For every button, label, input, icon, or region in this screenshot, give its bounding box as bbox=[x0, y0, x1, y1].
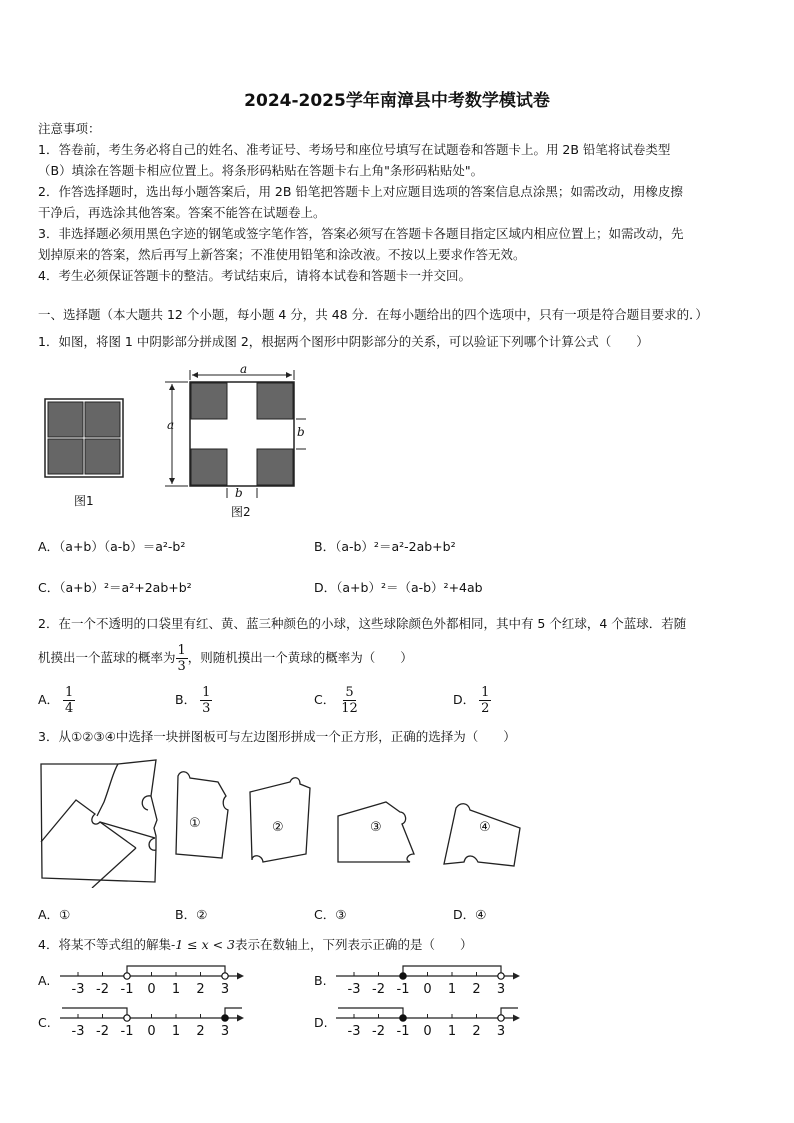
q2-stem-line2 bbox=[38, 641, 413, 675]
q1-stem: 1．如图，将图 1 中阴影部分拼成图 2，根据两个图形中阴影部分的关系，可以验证下列哪个计算公式（ ） bbox=[38, 334, 649, 349]
q3-option-c: C．③ bbox=[314, 907, 347, 922]
tick-label: -2 bbox=[96, 982, 109, 997]
q3-option-b: B．② bbox=[175, 907, 208, 922]
tick-label: 3 bbox=[220, 1024, 230, 1039]
piece-3-label: ③ bbox=[370, 820, 382, 835]
endpoint-right bbox=[498, 1015, 504, 1021]
endpoint-right bbox=[222, 973, 228, 979]
q2-stem-line1: 2．在一个不透明的口袋里有红、黄、蓝三种颜色的小球，这些球除颜色外都相同，其中有 5 个红球，4 个蓝球．若随 bbox=[38, 616, 687, 631]
notes-line: 干净后，再选涂其他答案。答案不能答在试题卷上。 bbox=[38, 205, 326, 220]
q1-option-c: C．（a+b）²＝a²+2ab+b² bbox=[38, 580, 192, 595]
axis-arrow bbox=[237, 973, 244, 980]
figure-1 bbox=[45, 399, 123, 477]
piece-2-label: ② bbox=[272, 820, 284, 835]
tick-label: -1 bbox=[120, 982, 134, 997]
q4-option-b-label: B. bbox=[314, 973, 327, 988]
axis-arrow bbox=[237, 1015, 244, 1022]
notes-line: 2．作答选择题时，选出每小题答案后，用 2B 铅笔把答题卡上对应题目选项的答案信息点涂黑；如需改动，用橡皮擦 bbox=[38, 184, 683, 199]
q4-inequality: -1 ≤ x < 3 bbox=[170, 937, 235, 952]
dimension-label-b: b bbox=[235, 486, 243, 500]
dimension-label-a: a bbox=[240, 362, 248, 376]
q2-option-a: A． $\frac{1}{4}$ bbox=[38, 685, 74, 716]
figure-1-label: 图1 bbox=[74, 494, 94, 508]
notes-line: 4．考生必须保证答题卡的整洁。考试结束后，请将本试卷和答题卡一并交回。 bbox=[38, 268, 471, 283]
tick-label: 2 bbox=[472, 1024, 481, 1039]
notes-line: （B）填涂在答题卡相应位置上。将条形码粘贴在答题卡右上角"条形码粘贴处"。 bbox=[38, 163, 484, 178]
q4-stem bbox=[38, 935, 473, 954]
q2-option-d: D． $\frac{1}{2}$ bbox=[453, 685, 490, 716]
piece-1-label: ① bbox=[189, 816, 201, 831]
axis-arrow bbox=[513, 973, 520, 980]
section-heading: 一、选择题（本大题共 12 个小题，每小题 4 分，共 48 分．在每小题给出的四个选项中，只有一项是符合题目要求的．） bbox=[38, 307, 708, 322]
endpoint-left bbox=[400, 1015, 406, 1021]
q3-stem: 3．从①②③④中选择一块拼图板可与左边图形拼成一个正方形，正确的选择为（ ） bbox=[38, 729, 516, 744]
q1-option-b: B．（a-b）²＝a²-2ab+b² bbox=[314, 539, 456, 554]
tick-label: 0 bbox=[423, 982, 432, 997]
tick-label: 1 bbox=[171, 1024, 181, 1039]
q2-option-c: C． $\frac{5}{12}$ bbox=[314, 685, 358, 716]
tick-label: -1 bbox=[396, 1024, 410, 1039]
endpoint-left bbox=[124, 973, 130, 979]
tick-label: -2 bbox=[372, 982, 385, 997]
notes-line: 3．非选择题必须用黑色字迹的钢笔或签字笔作答，答案必须写在答题卡各题目指定区域内相应位置上；如需改动，先 bbox=[38, 226, 684, 241]
q1-option-d: D．（a+b）²＝（a-b）²+4ab bbox=[314, 580, 483, 595]
page-title: 2024-2025学年南漳县中考数学模试卷 bbox=[244, 91, 550, 111]
notes-line: 1．答卷前，考生务必将自己的姓名、准考证号、考场号和座位号填写在试题卷和答题卡上。用 2B 铅笔将试卷类型 bbox=[38, 142, 671, 157]
q4-stem-text: 表示在数轴上，下列表示正确的是（ ） bbox=[235, 937, 473, 952]
endpoint-left bbox=[400, 973, 406, 979]
number-line-c bbox=[58, 1004, 248, 1040]
notes-block bbox=[38, 118, 763, 286]
tick-label: 2 bbox=[196, 982, 205, 997]
tick-label: 3 bbox=[496, 1024, 506, 1039]
tick-label: 0 bbox=[147, 1024, 156, 1039]
tick-label: -3 bbox=[347, 1024, 361, 1039]
figure-2-label: 图2 bbox=[231, 505, 251, 519]
q3-option-d: D．④ bbox=[453, 907, 487, 922]
tick-label: 0 bbox=[147, 982, 156, 997]
q4-option-a-label: A. bbox=[38, 973, 51, 988]
tick-label: 2 bbox=[472, 982, 481, 997]
puzzle-left-shape bbox=[41, 760, 157, 888]
tick-label: 2 bbox=[196, 1024, 205, 1039]
q2-stem-text: ，则随机摸出一个黄球的概率为（ ） bbox=[187, 650, 413, 665]
solution-bracket bbox=[338, 1008, 403, 1018]
tick-label: -2 bbox=[372, 1024, 385, 1039]
tick-label: 1 bbox=[171, 982, 181, 997]
figure-2 bbox=[165, 370, 306, 498]
piece-4-label: ④ bbox=[479, 820, 491, 835]
tick-label: 1 bbox=[447, 1024, 457, 1039]
q3-option-a: A．① bbox=[38, 907, 71, 922]
puzzle-piece-1 bbox=[176, 772, 228, 858]
q2-stem-text: 机摸出一个蓝球的概率为 bbox=[38, 650, 176, 665]
endpoint-right bbox=[498, 973, 504, 979]
q2-fraction: $\frac{1}{3}$ bbox=[177, 643, 186, 674]
number-line-d bbox=[334, 1004, 524, 1040]
tick-label: -2 bbox=[96, 1024, 109, 1039]
tick-label: -1 bbox=[396, 982, 410, 997]
tick-label: 3 bbox=[220, 982, 230, 997]
q4-stem-text: 4．将某不等式组的解集 bbox=[38, 937, 171, 952]
tick-label: -3 bbox=[71, 1024, 85, 1039]
tick-label: 0 bbox=[423, 1024, 432, 1039]
q4-option-c-label: C. bbox=[38, 1015, 51, 1030]
notes-line: 划掉原来的答案，然后再写上新答案；不准使用铅笔和涂改液。不按以上要求作答无效。 bbox=[38, 247, 526, 262]
dimension-label-a: a bbox=[167, 418, 175, 432]
dimension-label-b: b bbox=[297, 425, 305, 439]
notes-heading: 注意事项： bbox=[38, 121, 101, 136]
tick-label: -3 bbox=[347, 982, 361, 997]
q2-option-b: B． $\frac{1}{3}$ bbox=[175, 685, 211, 716]
endpoint-left bbox=[124, 1015, 130, 1021]
number-line-a bbox=[58, 962, 248, 998]
q1-option-a: A．（a+b）（a-b）＝a²-b² bbox=[38, 539, 186, 554]
endpoint-right bbox=[222, 1015, 228, 1021]
solution-bracket bbox=[62, 1008, 127, 1018]
q4-option-d-label: D. bbox=[314, 1015, 328, 1030]
tick-label: 1 bbox=[447, 982, 457, 997]
number-line-b bbox=[334, 962, 524, 998]
tick-label: -1 bbox=[120, 1024, 134, 1039]
axis-arrow bbox=[513, 1015, 520, 1022]
tick-label: -3 bbox=[71, 982, 85, 997]
tick-label: 3 bbox=[496, 982, 506, 997]
